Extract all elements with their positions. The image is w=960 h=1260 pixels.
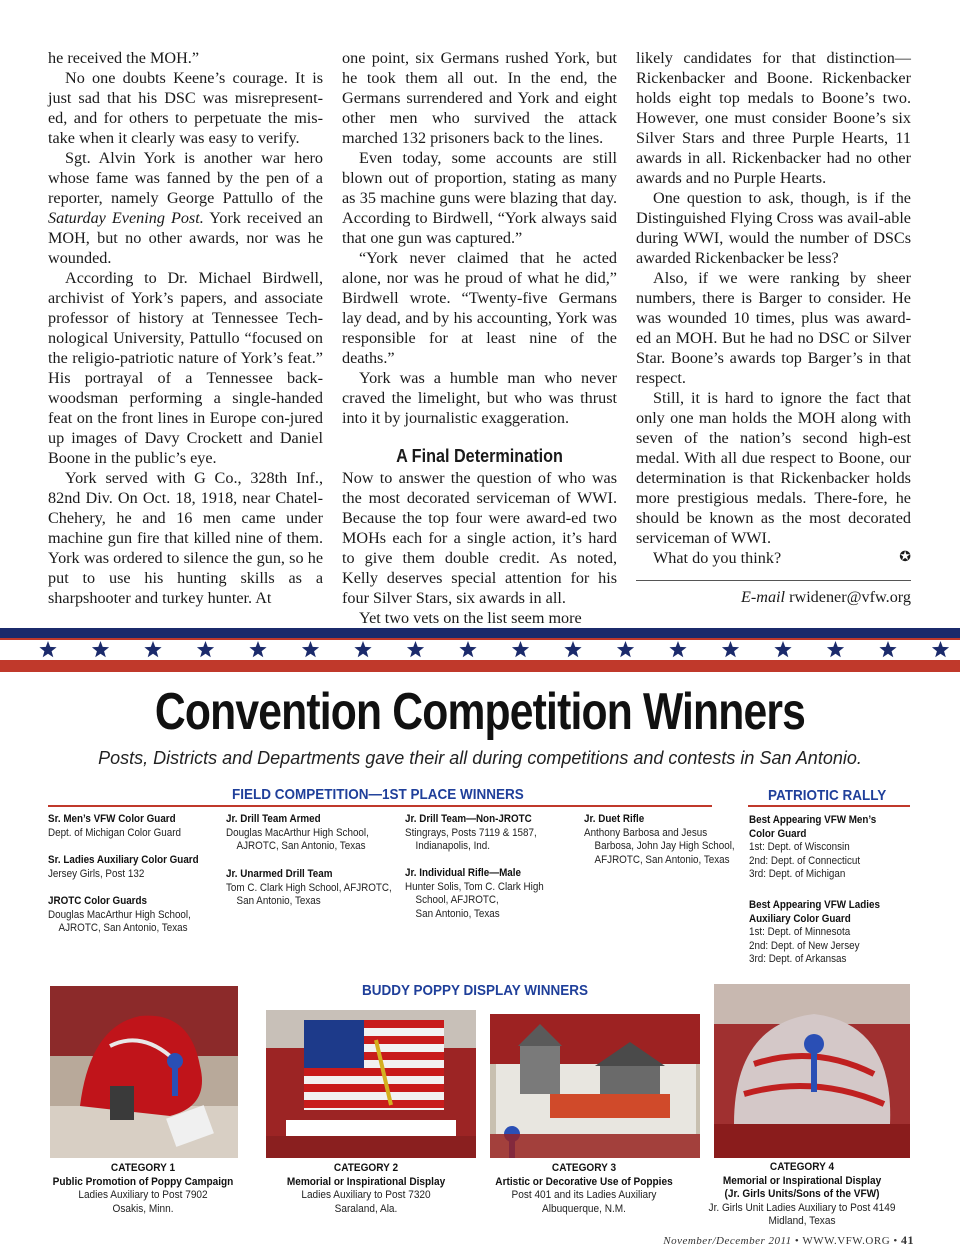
winner-jr-duet-rifle: Jr. Duet Rifle Anthony Barbosa and Jesus Barbosa, John Jay High School, AFJROTC, San Antonio, Texas (584, 813, 735, 866)
category-1-photo (50, 986, 238, 1158)
patriotic-rally-heading: PATRIOTIC RALLY (768, 787, 887, 804)
buddy-poppy-heading: BUDDY POPPY DISPLAY WINNERS (362, 982, 589, 999)
winner-jr-drill-team-non-jrotc: Jr. Drill Team—Non-JROTC Stingrays, Posts 7119 & 1587, Indianapolis, Ind. (405, 813, 537, 852)
field-competition-rule (48, 805, 712, 807)
paragraph: Sgt. Alvin York is another war hero whose fame was fanned by the pen of a reporter, namely George Pattullo of the Saturday Evening Post. York received an MOH, but no other awards, nor was he wounded. (48, 149, 324, 267)
paragraph: York served with G Co., 328th Inf., 82nd Div. On Oct. 18, 1918, near Chatel-Chehery, he and 16 men came under machine gun fire that killed nine of them. York was ordered to silence the gun, so he put to use his hunting skills as a sharpshooter and turkey hunter. At (48, 469, 323, 607)
page-footer: November/December 2011 • WWW.VFW.ORG • 41 (663, 1233, 914, 1247)
convention-subtitle: Posts, Districts and Departments gave their all during competitions and contests in San Antonio. (98, 748, 862, 768)
winner-jr-unarmed-drill-team: Jr. Unarmed Drill Team Tom C. Clark High School, AFJROTC, San Antonio, Texas (226, 868, 392, 907)
category-4-photo (714, 984, 910, 1158)
paragraph: he received the MOH.” (48, 49, 200, 67)
category-2-caption: CATEGORY 2 Memorial or Inspirational Display Ladies Auxiliary to Post 7320 Saraland, Ala. (286, 1162, 446, 1215)
paragraph: Now to answer the question of who was the most decorated serviceman of WWI. Because the top four were award-ed two MOHs each for a single action, it’s hard to give them double credit. As noted, Kelly deserves special attention for his four Silver Stars, six awards in all. (342, 469, 617, 607)
patriotic-rally-rule (748, 805, 910, 807)
paragraph: No one doubts Keene’s courage. It is just sad that his DSC was misrepresent-ed, and for others to perpetuate the mis-take when it clearly was easy to verify. (48, 69, 323, 147)
page-number: 41 (901, 1233, 914, 1247)
category-1-caption: CATEGORY 1 Public Promotion of Poppy Campaign Ladies Auxiliary to Post 7902 Osakis, Minn. (52, 1162, 234, 1215)
website: WWW.VFW.ORG (802, 1235, 891, 1247)
issue-date: November/December 2011 (663, 1235, 792, 1247)
rally-mens-color-guard: Best Appearing VFW Men’s Color Guard 1st: Dept. of Wisconsin 2nd: Dept. of Connecticut 3rd: Dept. of Michigan (749, 814, 877, 880)
paragraph: Yet two vets on the list seem more (359, 609, 582, 627)
field-competition-heading: FIELD COMPETITION—1ST PLACE WINNERS (232, 786, 524, 803)
closing-question: What do you think? ✪ (653, 549, 911, 567)
article-column-2 (342, 48, 617, 628)
article-column-3 (636, 48, 911, 607)
category-4-caption: CATEGORY 4 Memorial or Inspirational Display (Jr. Girls Units/Sons of the VFW) Jr. Girls Unit Ladies Auxiliary to Post 4149 Midland, Texas (708, 1161, 896, 1227)
winner-sr-ladies-color-guard: Sr. Ladies Auxiliary Color Guard Jersey Girls, Post 132 (48, 854, 199, 880)
winner-jrotc-color-guards: JROTC Color Guards Douglas MacArthur High School, AJROTC, San Antonio, Texas (48, 895, 191, 934)
paragraph: One question to ask, though, is if the Distinguished Flying Cross was avail-able during WWI, would the number of DSCs awarded Rickenbacker be less? (636, 189, 911, 267)
article-column-1 (48, 48, 323, 608)
category-2-photo (266, 1010, 476, 1158)
winner-sr-mens-color-guard: Sr. Men’s VFW Color Guard Dept. of Michigan Color Guard (48, 813, 181, 839)
paragraph: According to Dr. Michael Birdwell, archivist of York’s papers, and associate professor of history at Tennessee Tech-nological University, Pattullo “focused on the religio-patriotic nature of York’s feat.” His portrayal of a Tennessee back-woodsman performing a single-handed feat on the front lines in Europe con-jured up images of Davy Crockett and Daniel Boone in the public’s eye. (48, 269, 323, 467)
paragraph: one point, six Germans rushed York, but he took them all out. In the end, the Germans surrendered and York and eight other men who survived the attack marched 132 prisoners back to the lines. (342, 49, 617, 147)
publication-title: Saturday Evening Post. (48, 209, 204, 227)
paragraph: Even today, some accounts are still blown out of proportion, stating as many as 35 machine guns were blazing that day. According to Birdwell, “York always said that one gun was captured.” (342, 149, 617, 247)
winner-jr-individual-rifle: Jr. Individual Rifle—Male Hunter Solis, Tom C. Clark High School, AFJROTC, San Antonio, Texas (405, 867, 544, 920)
end-mark-icon: ✪ (899, 550, 911, 565)
paragraph: Still, it is hard to ignore the fact that only one man holds the MOH along with seven of the nation’s second high-est medal. With all due respect to Boone, our determination is that Rickenbacker holds more prestigious medals. There-fore, he should be known as the most decorated serviceman of WWI. (636, 389, 911, 547)
section-subhead: A Final Determination (396, 446, 563, 466)
paragraph: likely candidates for that distinction—Rickenbacker and Boone. Rickenbacker holds eight top medals to Boone’s two. However, one must consider Boone’s six Silver Stars and three Purple Hearts, 11 awards in all. Rickenbacker had no other awards and no Purple Hearts. (636, 49, 911, 187)
category-3-photo (490, 1014, 700, 1158)
byline-rule (636, 580, 911, 581)
paragraph: “York never claimed that he acted alone, nor was he proud of what he did,” Birdwell wrote. “Twenty-five Germans lay dead, and by his accounting, York was responsible for at least nine of the deaths.” (342, 249, 617, 367)
star-banner (0, 628, 960, 672)
paragraph: York was a humble man who never craved the limelight, but who was thrust into it by journalistic exaggeration. (342, 369, 617, 427)
convention-title: Convention Competition Winners (154, 683, 806, 741)
paragraph: Also, if we were ranking by sheer numbers, there is Barger to consider. He was wounded 10 times, plus was award-ed an MOH. But he had no DSC or Silver Star. Boone’s awards top Barger’s in that respect. (636, 269, 911, 387)
category-3-caption: CATEGORY 3 Artistic or Decorative Use of Poppies Post 401 and its Ladies Auxiliary Albuquerque, N.M. (495, 1162, 673, 1215)
rally-ladies-color-guard: Best Appearing VFW Ladies Auxiliary Color Guard 1st: Dept. of Minnesota 2nd: Dept. of New Jersey 3rd: Dept. of Arkansas (749, 899, 880, 965)
winner-jr-drill-team-armed: Jr. Drill Team Armed Douglas MacArthur High School, AJROTC, San Antonio, Texas (226, 813, 369, 852)
author-email: E-mail rwidener@vfw.org (741, 588, 911, 606)
